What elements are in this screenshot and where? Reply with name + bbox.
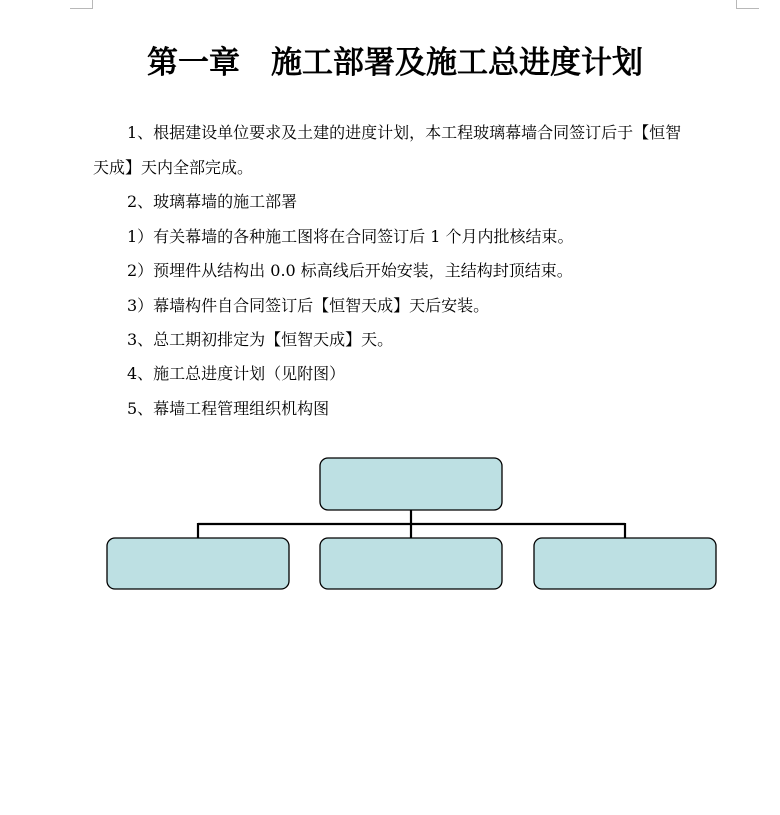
paragraph-1: 1、根据建设单位要求及土建的进度计划，本工程玻璃幕墙合同签订后于【恒智 [127,123,682,142]
paragraph-3: 3、总工期初排定为【恒智天成】天。 [127,330,394,349]
chapter-title: 第一章 施工部署及施工总进度计划 [147,45,643,81]
paragraph-2-item-3: 3）幕墙构件自合同签订后【恒智天成】天后安装。 [127,296,490,315]
crop-mark-top-left [70,0,93,9]
org-box-right [534,538,716,589]
paragraph-5: 5、幕墙工程管理组织机构图 [127,399,330,418]
paragraph-2-item-2: 2）预埋件从结构出 0.0 标高线后开始安装，主结构封顶结束。 [127,261,573,280]
paragraph-2-item-1: 1）有关幕墙的各种施工图将在合同签订后 1 个月内批核结束。 [127,227,574,246]
org-box-center [320,538,502,589]
org-box-top [320,458,502,510]
paragraph-2: 2、玻璃幕墙的施工部署 [127,192,298,211]
org-box-left [107,538,289,589]
crop-mark-top-right [736,0,759,9]
paragraph-1-continued: 天成】天内全部完成。 [93,158,254,177]
paragraph-4: 4、施工总进度计划（见附图） [127,364,346,383]
